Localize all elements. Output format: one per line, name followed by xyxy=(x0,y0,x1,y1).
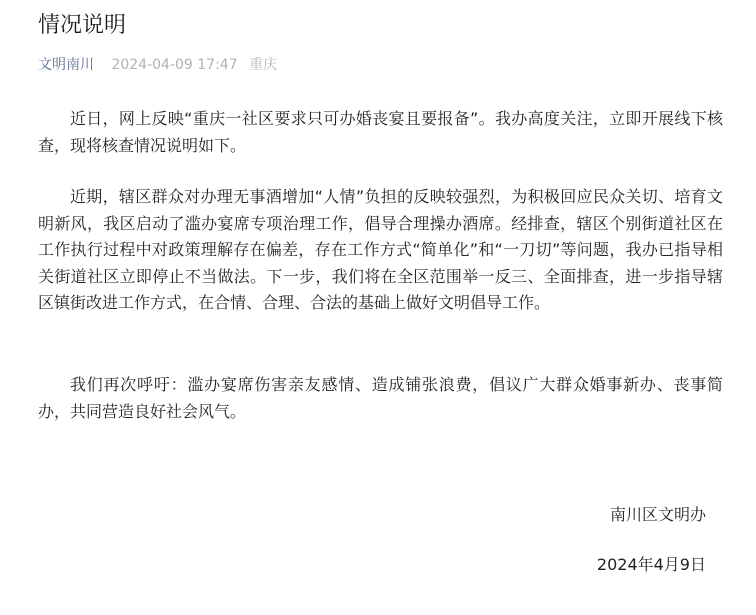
signature-date: 2024年4月9日 xyxy=(596,555,706,574)
paragraph-3: 我们再次呼吁：滥办宴席伤害亲友感情、造成铺张浪费，倡议广大群众婚事新办、丧事简办，共同营造良好社会风气。 xyxy=(38,375,723,421)
article-meta xyxy=(38,55,277,75)
signature-organization: 南川区文明办 xyxy=(609,505,706,524)
publish-datetime: 2024-04-09 17:47 xyxy=(111,57,238,73)
paragraph-1: 近日，网上反映“重庆一社区要求只可办婚丧宴且要报备”。我办高度关注，立即开展线下核查，现将核查情况说明如下。 xyxy=(38,109,723,155)
article-title: 情况说明 xyxy=(38,13,127,38)
publish-location: 重庆 xyxy=(249,57,278,73)
paragraph-2: 近期，辖区群众对办理无事酒增加“人情”负担的反映较强烈，为积极回应民众关切、培育文明新风，我区启动了滥办宴席专项治理工作，倡导合理操办酒席。经排查，辖区个别街道社区在工作执行过程中对政策理解存在偏差，存在工作方式“简单化”和“一刀切”等问题，我办已指导相关街道社区立即停止不当做法。下一步，我们将在全区范围举一反三、全面排查，进一步指导辖区镇街改进工作方式，在合情、合理、合法的基础上做好文明倡导工作。 xyxy=(38,187,723,312)
account-name-link[interactable]: 文明南川 xyxy=(38,57,94,73)
